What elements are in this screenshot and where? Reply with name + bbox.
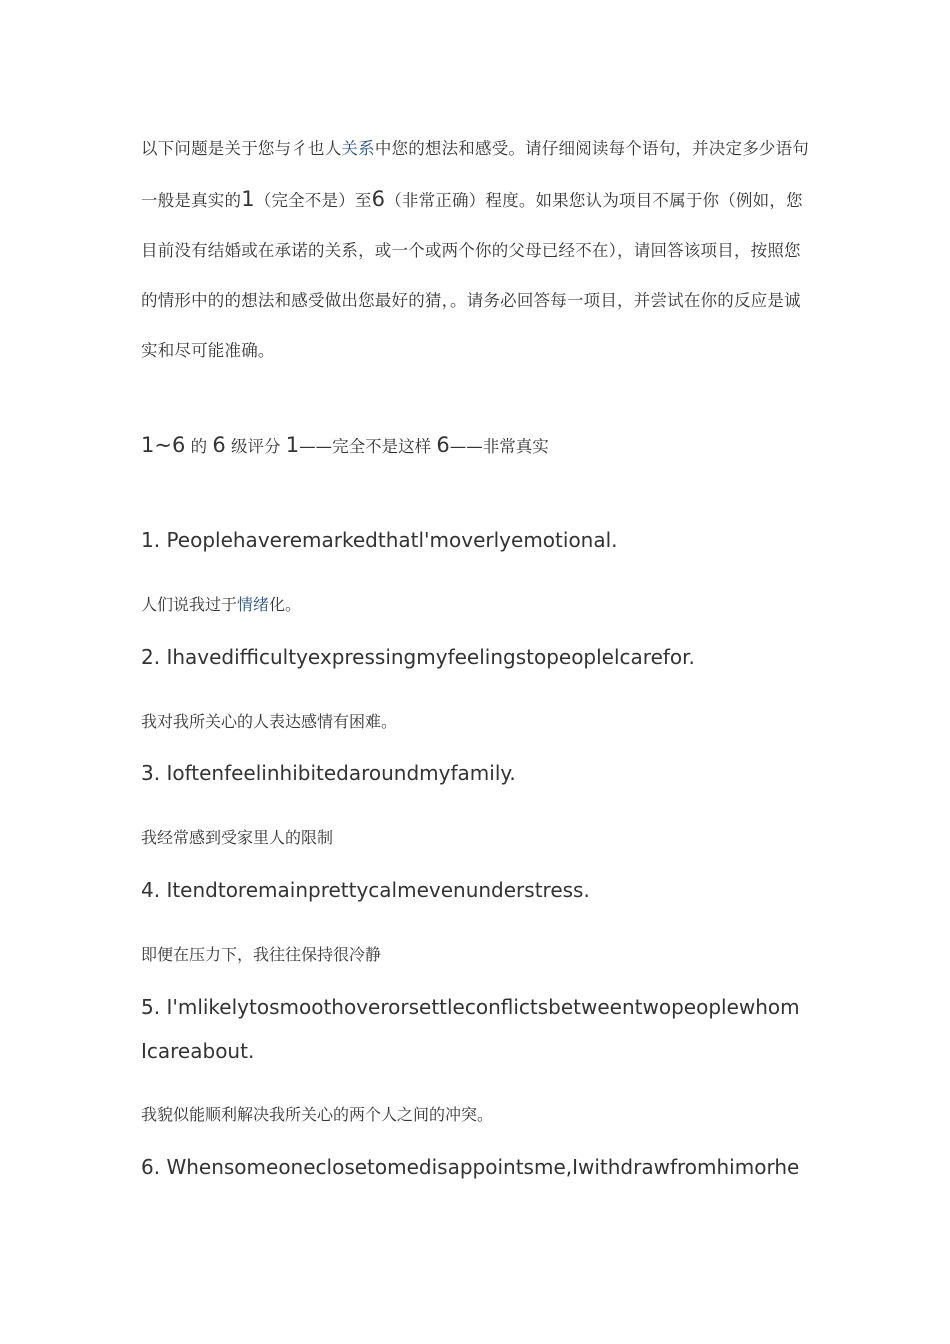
rating-scale-line bbox=[141, 428, 816, 464]
intro-text-3: （完全不是）至 bbox=[254, 191, 372, 210]
intro-text-2: 中您的想法和感受。请仔细阅读每个语句，并决定多少语句一般是真实的 bbox=[141, 139, 810, 210]
item-4-chinese: 即便在压力下，我往往保持很冷静 bbox=[141, 945, 382, 964]
emotion-link[interactable]: 情绪 bbox=[237, 595, 270, 614]
intro-number-one: 1 bbox=[241, 187, 255, 211]
item-5-english: 5. I'mlikelytosmoothoverorsettleconflictsbetweentwopeoplewhom Icareabout. bbox=[141, 995, 800, 1063]
relationship-link[interactable]: 关系 bbox=[341, 139, 375, 158]
item-2-chinese: 我对我所关心的人表达感情有困难。 bbox=[141, 712, 398, 731]
scale-levels: 6 bbox=[212, 433, 226, 457]
scale-min: 1 bbox=[285, 433, 300, 457]
item-5-chinese: 我貌似能顺利解决我所关心的两个人之间的冲突。 bbox=[141, 1105, 494, 1124]
intro-paragraph bbox=[141, 124, 816, 376]
scale-max: 6 bbox=[436, 433, 450, 457]
item-2-english: 2. Ihavedifficultyexpressingmyfeelingstopeoplelcarefor. bbox=[141, 645, 695, 669]
intro-text-4: （非常正确）程度。如果您认为项目不属于你（例如，您目前没有结婚或在承诺的关系，或一个或两个你的父母已经不在），请回答该项目，按照您的情形中的的想法和感受做出您最好的猜，。请务必回答每一项目，并尝试在你的反应是诚实和尽可能准确。 bbox=[141, 191, 803, 360]
item-6-english: 6. Whensomeoneclosetomedisappointsme,Iwithdrawfromhimorhe bbox=[141, 1155, 800, 1179]
item-1-chinese bbox=[141, 589, 816, 621]
scale-text-2: 级评分 bbox=[225, 437, 286, 456]
item-1-chinese-text-b: 化。 bbox=[269, 595, 302, 614]
scale-range: 1~6 bbox=[141, 433, 186, 457]
scale-text-4: ——非常真实 bbox=[449, 437, 549, 456]
item-4-english: 4. Itendtoremainprettycalmevenunderstress. bbox=[141, 878, 590, 902]
intro-number-six: 6 bbox=[371, 187, 386, 211]
item-1-english: 1. Peoplehaveremarkedthatl'moverlyemotional. bbox=[141, 528, 618, 552]
item-1-chinese-text-a: 人们说我过于 bbox=[141, 595, 238, 614]
scale-text-3: ——完全不是这样 bbox=[299, 437, 437, 456]
intro-text-1: 以下问题是关于您与彳也人 bbox=[141, 139, 342, 158]
scale-text-1: 的 bbox=[185, 437, 213, 456]
item-3-chinese: 我经常感到受家里人的限制 bbox=[141, 828, 334, 847]
item-3-english: 3. Ioftenfeelinhibitedaroundmyfamily. bbox=[141, 761, 516, 785]
